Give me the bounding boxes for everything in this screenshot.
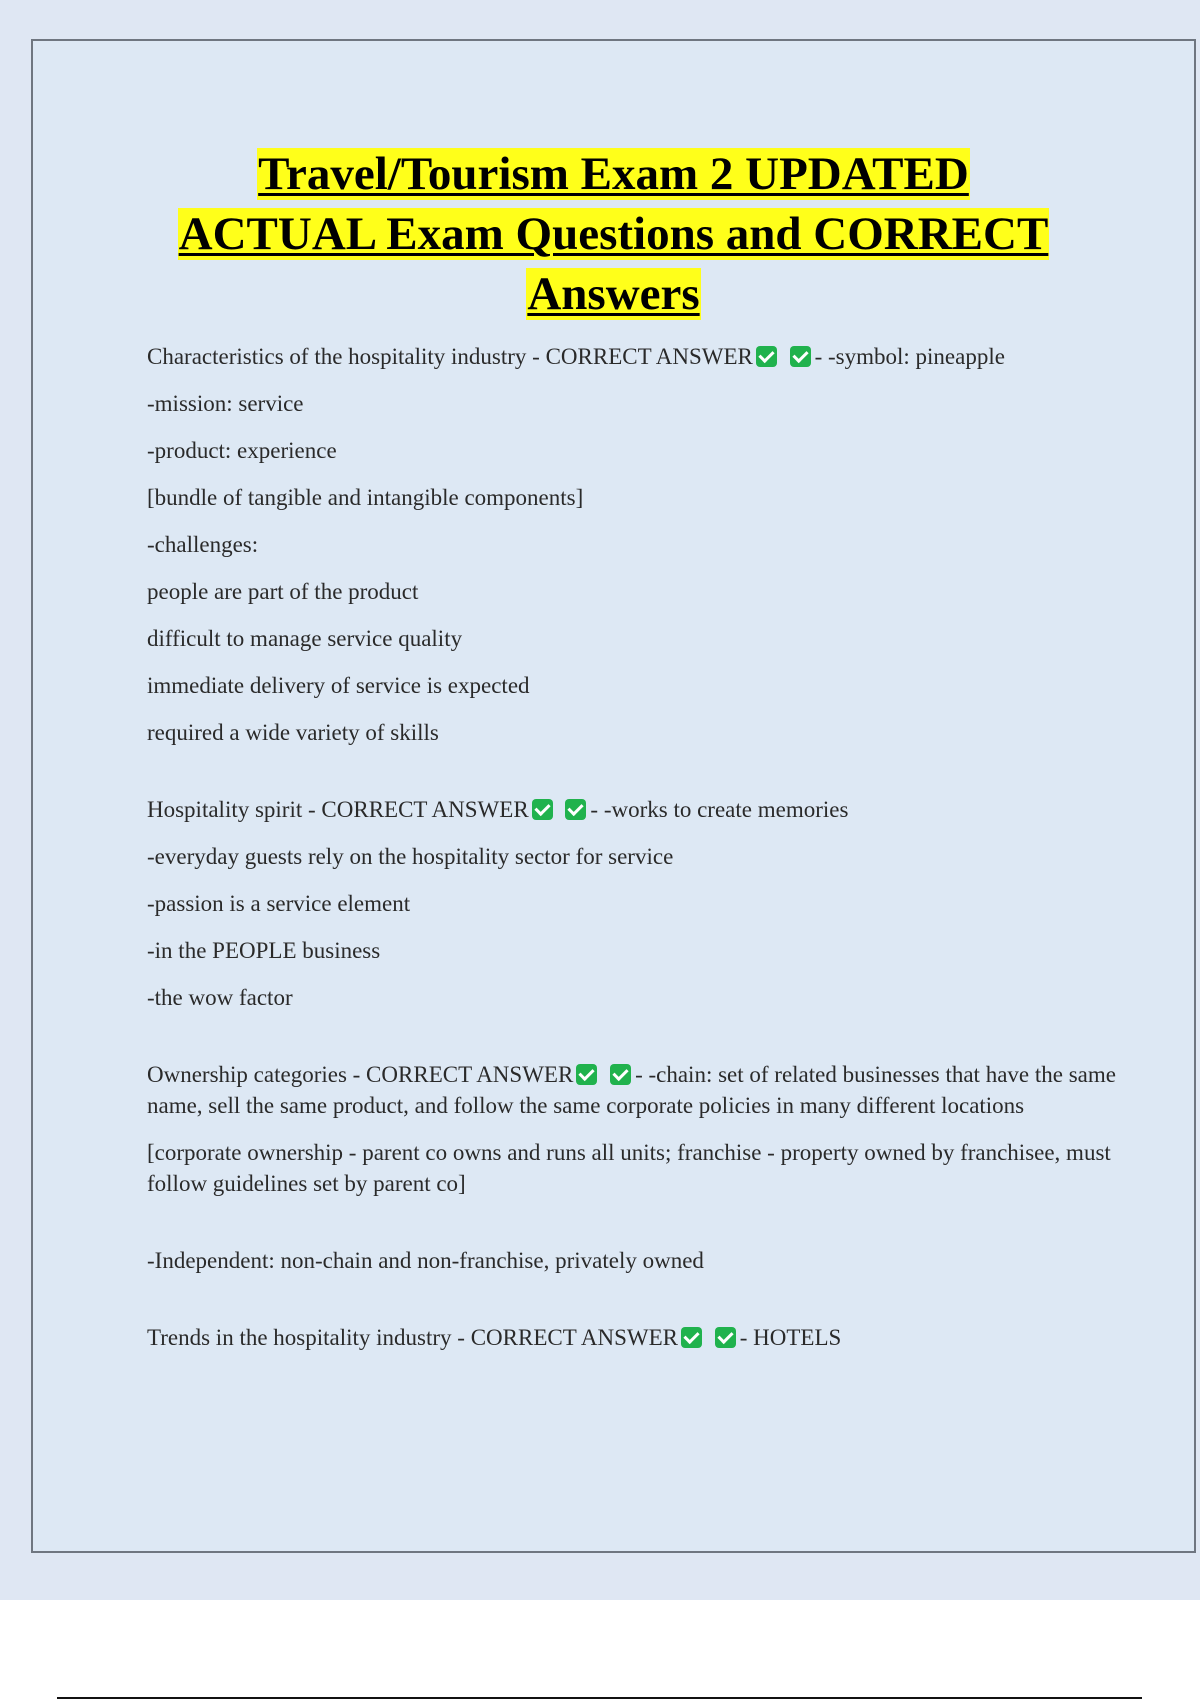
answer-line: -mission: service	[147, 391, 304, 416]
question-line	[147, 794, 1127, 825]
answer-first-line: - HOTELS	[739, 1325, 842, 1350]
qa-item	[147, 341, 1127, 748]
question-line	[147, 341, 1127, 372]
answer-line: [bundle of tangible and intangible components]	[147, 485, 584, 510]
document-title	[33, 144, 1194, 324]
question-prompt: Trends in the hospitality industry - CORRECT ANSWER	[147, 1325, 678, 1350]
question-prompt: Characteristics of the hospitality industry - CORRECT ANSWER	[147, 344, 753, 369]
answer-line: -the wow factor	[147, 985, 293, 1010]
question-line	[147, 1059, 1127, 1121]
check-mark-icon	[610, 1064, 631, 1085]
check-mark-icon	[565, 799, 586, 820]
answer-line: -passion is a service element	[147, 891, 411, 916]
answer-line: people are part of the product	[147, 579, 419, 604]
check-mark-icon	[681, 1327, 702, 1348]
document-page	[31, 39, 1196, 1553]
check-mark-icon	[576, 1064, 597, 1085]
answer-line: -in the PEOPLE business	[147, 938, 381, 963]
question-line	[147, 1322, 1127, 1353]
question-prompt: Ownership categories - CORRECT ANSWER	[147, 1062, 574, 1087]
answer-line: -everyday guests rely on the hospitality sector for service	[147, 844, 674, 869]
qa-item	[147, 794, 1127, 1013]
answer-line: difficult to manage service quality	[147, 626, 463, 651]
check-mark-icon	[756, 346, 777, 367]
title-line-3: Answers	[527, 268, 700, 320]
qa-item	[147, 1059, 1127, 1276]
title-line-1: Travel/Tourism Exam 2 UPDATED	[258, 148, 969, 200]
title-line-2: ACTUAL Exam Questions and CORRECT	[178, 208, 1049, 260]
answer-first-line: - -chain: set of related businesses that have the same name, sell the same product, and follow the same corporate policies in many different locations	[147, 1062, 1116, 1118]
answer-line: -challenges:	[147, 532, 259, 557]
answer-first-line: - -works to create memories	[590, 797, 849, 822]
qa-item	[147, 1322, 1127, 1353]
answer-first-line: - -symbol: pineapple	[814, 344, 1005, 369]
qa-content	[147, 341, 1127, 1369]
answer-line: required a wide variety of skills	[147, 720, 439, 745]
answer-line: -Independent: non-chain and non-franchise, privately owned	[147, 1248, 704, 1273]
answer-line: immediate delivery of service is expected	[147, 673, 530, 698]
answer-line: [corporate ownership - parent co owns and runs all units; franchise - property owned by franchisee, must follow guidelines set by parent co]	[147, 1140, 1111, 1196]
check-mark-icon	[532, 799, 553, 820]
answer-line: -product: experience	[147, 438, 337, 463]
check-mark-icon	[790, 346, 811, 367]
question-prompt: Hospitality spirit - CORRECT ANSWER	[147, 797, 529, 822]
footer-divider	[57, 1697, 1142, 1699]
check-mark-icon	[715, 1327, 736, 1348]
